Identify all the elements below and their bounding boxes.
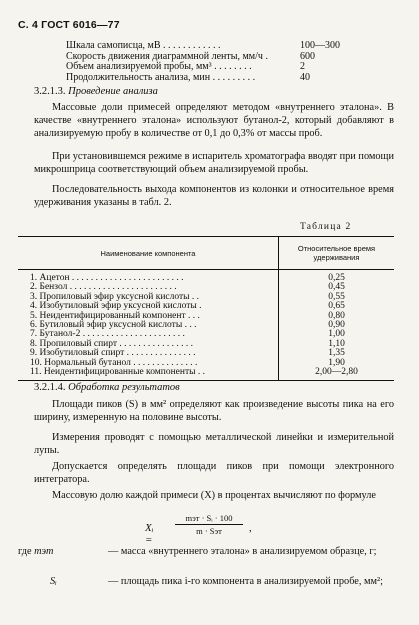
table-row: 7. Бутанол-2 . . . . . . . . . . . . . . . . . . . . . . 1,00 [18, 330, 394, 339]
parameter-value: 600 [300, 50, 315, 62]
definition-item: где mэт — масса «внутреннего эталона» в анализируемом образце, г; [18, 545, 394, 558]
definition-symbol: Sᵢ [50, 576, 57, 587]
page-header: С. 4 ГОСТ 6016—77 [18, 19, 120, 31]
paragraph: Площади пиков (S) в мм² определяют как произведение высоты пика на его ширину, измеренную на половине высоты. [34, 399, 394, 423]
section-number: 3.2.1.3. [34, 86, 66, 97]
parameter-value: 40 [300, 71, 310, 83]
table-row: 2. Бензол . . . . . . . . . . . . . . . . . . . . . . . 0,45 [18, 283, 394, 292]
document-page: С. 4 ГОСТ 6016—77 Шкала самописца, мВ . . . . . . . . . . . . 100—300 Скорость движения диаграммной ленты, мм/ч . 600 Объем анализируемой пробы, мм³ . . . . . . . . 2 Продолжительность анализа, мин . . . . . . . . . 40 3.2.1.3. Проведение анализа Массовые доли примесей определяют методом «внутреннего эталона». В качестве «внутреннего эталона» используют бутанол-2, который добавляют в анализируемую пробу в количестве от 0,1 до 0,3% от массы проб. При установившемся режиме в испаритель хроматографа вводят при помощи микрошприца соответствующий объем анализируемой пробы. Последовательность выхода компонентов из колонки и относительное время удерживания указаны в табл. 2. Таблица 2 Наименование компонента Относительное время удерживания 1. Ацетон . . . . . . . . . . . . . . . . . . . . . . . . 0,25 2. Бензол . . . . . . . . . . . . . . . . . . . . . . . 0,45 3. Пропиловый эфир уксусной кислоты . . 0,55 4. Изобутиловый эфир уксусной кислоты . 0,65 5. Неидентифицированный компонент . . . 0,80 6. Бутиловый эфир уксусной кислоты . . . 0,90 7. Бутанол-2 . . . . . . . . . . . . . . . . . . . . . . 1,00 8. Пропиловый спирт . . . . . . . . . . . . . . . . 1,10 9. Изобутиловый спирт . . . . . . . . . . . . . . . 1,35 10. Нормальный бутанол . . . . . . . . . . . . . . 1,90 11. Неидентифицированные компоненты . . 2,00—2,80 3.2.1.4. Обработка результатов Площади пиков (S) в мм² определяют как произведение высоты пика на его ширину, измеренную на половине высоты. Измерения проводят с помощью металлической линейки и измерительной лупы. Допускается определять площади пиков при помощи электронного интегратора. Массовую долю каждой примеси (X) в процентах вычисляют по формуле Xᵢ = mэт · Sᵢ · 100 m · Sэт , где mэт — масса «внутреннего эталона» в анализируемом образце, г; Sᵢ — площадь пика i-го компонента в анализируемой пробе, мм²; [18, 19, 394, 587]
definition-text: — площадь пика i-го компонента в анализируемой пробе, мм²; [108, 576, 383, 587]
section-title: Проведение анализа [68, 86, 158, 97]
table-row: 4. Изобутиловый эфир уксусной кислоты . 0,65 [18, 302, 394, 311]
table-row: 1. Ацетон . . . . . . . . . . . . . . . . . . . . . . . . 0,25 [18, 270, 394, 284]
parameter-label: Скорость движения диаграммной ленты, мм/ч [66, 50, 263, 62]
parameter-value: 2 [300, 61, 305, 72]
definition-symbol: mэт [34, 546, 54, 557]
parameter-row: Продолжительность анализа, мин . . . . . . . . . 40 [66, 71, 310, 83]
retention-table [18, 236, 394, 381]
parameter-label: Шкала самописца, мВ [66, 40, 161, 51]
parameter-value: 100—300 [300, 40, 340, 51]
table-row: 6. Бутиловый эфир уксусной кислоты . . . 0,90 [18, 321, 394, 330]
section-heading-results [34, 382, 180, 393]
table-caption: Таблица 2 [300, 222, 352, 232]
paragraph: Измерения проводят с помощью металлической линейки и измерительной лупы. [34, 432, 394, 456]
paragraph: Массовые доли примесей определяют методом «внутреннего эталона». В качестве «внутреннего эталона» используют бутанол-2, который добавляют в анализируемую пробу в количестве от 0,1 до 0,3% от массы проб. [34, 102, 394, 139]
formula-lhs: Xᵢ = [145, 522, 154, 546]
formula-denominator: m · Sэт [196, 526, 222, 536]
column-header-retention: Относительное время удерживания [279, 237, 395, 270]
paragraph: Последовательность выхода компонентов из колонки и относительное время удерживания указаны в табл. 2. [34, 184, 394, 208]
table-row: 3. Пропиловый эфир уксусной кислоты . . 0,55 [18, 293, 394, 302]
section-number: 3.2.1.4. [34, 382, 66, 393]
parameter-label: Объем анализируемой пробы, мм³ [66, 61, 212, 72]
parameter-label: Продолжительность анализа, мин [66, 71, 211, 83]
column-header-component: Наименование компонента [18, 237, 279, 270]
parameter-row: Скорость движения диаграммной ленты, мм/ч . 600 [66, 50, 315, 62]
table-row: 8. Пропиловый спирт . . . . . . . . . . . . . . . . 1,10 [18, 340, 394, 349]
paragraph: При установившемся режиме в испаритель хроматографа вводят при помощи микрошприца соответствующий объем анализируемой пробы. [34, 151, 394, 175]
paragraph: Допускается определять площади пиков при помощи электронного интегратора. [34, 461, 394, 485]
section-title: Обработка результатов [68, 382, 180, 393]
table-row: 10. Нормальный бутанол . . . . . . . . . . . . . . 1,90 [18, 359, 394, 368]
parameter-row: Объем анализируемой пробы, мм³ . . . . . . . . 2 [66, 61, 305, 72]
parameter-row: Шкала самописца, мВ . . . . . . . . . . . . 100—300 [66, 40, 340, 51]
section-heading-analysis [34, 86, 158, 97]
table-row: 9. Изобутиловый спирт . . . . . . . . . . . . . . . 1,35 [18, 349, 394, 358]
table-row: 5. Неидентифицированный компонент . . . 0,80 [18, 312, 394, 321]
table-row: 11. Неидентифицированные компоненты . . 2,00—2,80 [18, 368, 394, 381]
formula-numerator: mэт · Sᵢ · 100 [175, 513, 243, 525]
formula-fraction [175, 513, 243, 536]
definition-text: — масса «внутреннего эталона» в анализируемом образце, г; [108, 546, 377, 557]
paragraph: Массовую долю каждой примеси (X) в процентах вычисляют по формуле [52, 490, 376, 501]
parameters-list [66, 41, 356, 83]
definition-item [18, 575, 394, 588]
